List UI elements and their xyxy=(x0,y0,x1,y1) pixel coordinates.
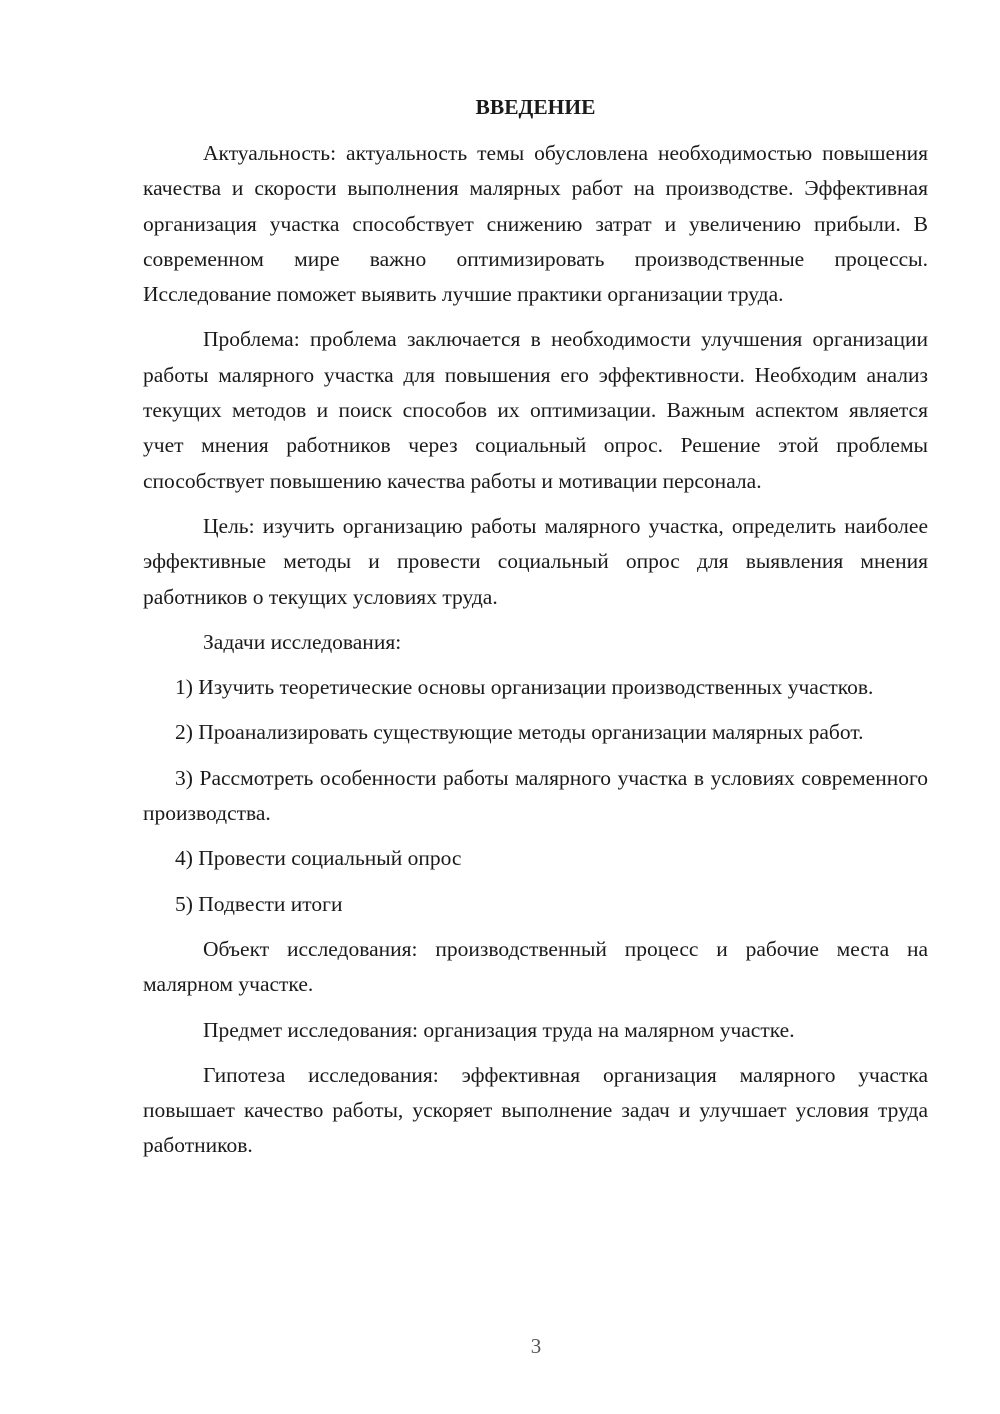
task-item-4: 4) Провести социальный опрос xyxy=(175,846,462,871)
hypothesis-paragraph: Гипотеза исследования: эффективная организация малярного участка повышает качество работы, ускоряет выполнение задач и улучшает условия труда работников. xyxy=(143,1062,928,1158)
goal-paragraph: Цель: изучить организацию работы малярного участка, определить наиболее эффективные методы и провести социальный опрос для выявления мнения работников о текущих условиях труда. xyxy=(143,513,928,609)
document-page xyxy=(143,92,928,1174)
problem-paragraph: Проблема: проблема заключается в необходимости улучшения организации работы малярного участка для повышения его эффективности. Необходим анализ текущих методов и поиск способов их оптимизации. Важным аспектом является учет мнения работников через социальный опрос. Решение этой проблемы способствует повышению качества работы и мотивации персонала. xyxy=(143,327,928,493)
task-item-5: 5) Подвести итоги xyxy=(175,891,343,916)
tasks-heading: Задачи исследования: xyxy=(203,629,402,654)
page-number: 3 xyxy=(530,1334,542,1358)
subject-paragraph: Предмет исследования: организация труда на малярном участке. xyxy=(203,1017,795,1042)
relevance-paragraph: Актуальность: актуальность темы обусловлена необходимостью повышения качества и скорости выполнения малярных работ на производстве. Эффективная организация участка способствует снижению затрат и увеличению прибыли. В современном мире важно оптимизировать производственные процессы. Исследование поможет выявить лучшие практики организации труда. xyxy=(143,141,928,307)
task-item-3: 3) Рассмотреть особенности работы малярного участка в условиях современного производства. xyxy=(143,765,928,826)
object-paragraph: Объект исследования: производственный процесс и рабочие места на малярном участке. xyxy=(143,936,928,997)
section-title: ВВЕДЕНИЕ xyxy=(475,95,596,119)
task-item-1: 1) Изучить теоретические основы организации производственных участков. xyxy=(175,675,874,700)
task-item-2: 2) Проанализировать существующие методы организации малярных работ. xyxy=(175,720,864,745)
